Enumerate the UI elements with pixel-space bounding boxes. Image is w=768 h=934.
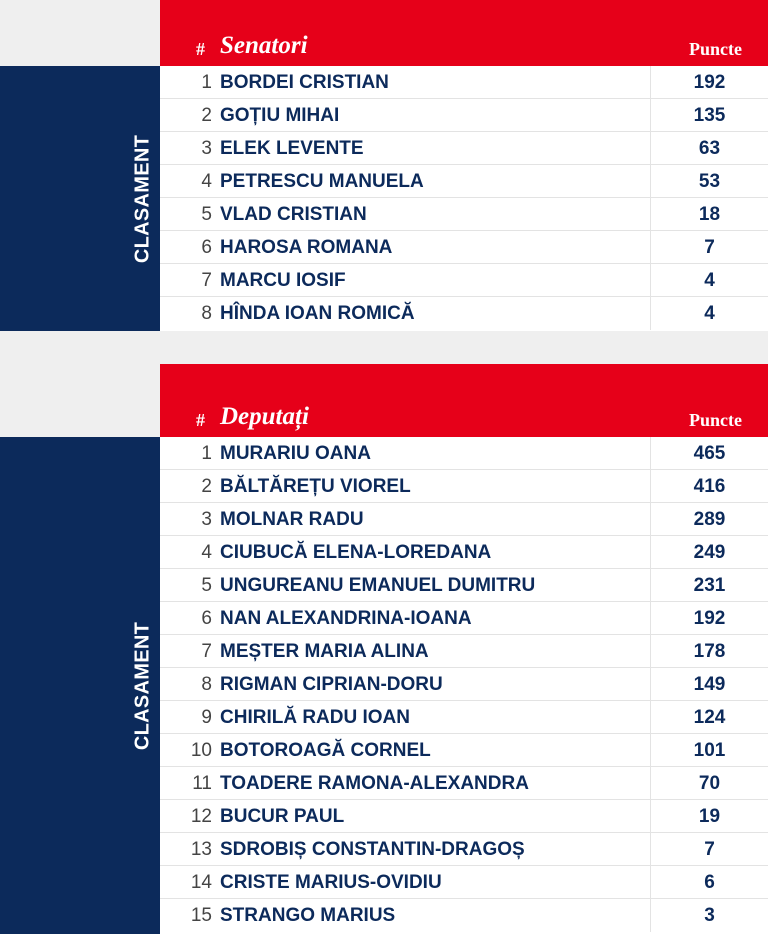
table-row — [160, 866, 768, 899]
rank-cell: 7 — [201, 270, 212, 291]
senatori-header — [160, 0, 768, 66]
rank-cell: 1 — [201, 443, 212, 464]
rank-cell: 15 — [190, 905, 212, 926]
points-cell: 19 — [698, 806, 721, 827]
points-cell: 4 — [704, 270, 715, 291]
rank-cell: 8 — [201, 303, 212, 324]
deputati-header — [160, 364, 768, 437]
clasament-label: CLASAMENT — [131, 134, 154, 263]
table-row — [160, 264, 768, 297]
rank-cell: 11 — [192, 773, 212, 794]
candidate-name: VLAD CRISTIAN — [220, 204, 367, 225]
candidate-name: CIUBUCĂ ELENA-LOREDANA — [220, 542, 492, 563]
rank-cell: 6 — [201, 608, 212, 629]
senatori-table — [0, 0, 768, 331]
clasament-sidebar — [0, 437, 160, 934]
table-row — [160, 569, 768, 602]
points-cell: 149 — [693, 674, 726, 695]
points-cell: 6 — [704, 872, 715, 893]
points-cell: 249 — [693, 542, 726, 563]
table-row — [160, 66, 768, 99]
rank-cell: 3 — [201, 509, 212, 530]
rank-cell: 14 — [190, 872, 212, 893]
table-row — [160, 701, 768, 734]
rank-cell: 5 — [201, 575, 212, 596]
candidate-name: GOȚIU MIHAI — [220, 105, 340, 126]
points-cell: 231 — [693, 575, 726, 596]
points-cell: 7 — [704, 839, 715, 860]
points-cell: 124 — [693, 707, 726, 728]
candidate-name: CHIRILĂ RADU IOAN — [220, 707, 410, 728]
rank-cell: 9 — [201, 707, 212, 728]
rank-cell: 10 — [190, 740, 212, 761]
deputati-table — [0, 364, 768, 934]
table-row — [160, 668, 768, 701]
table-row — [160, 800, 768, 833]
rank-column-header: # — [196, 410, 205, 430]
table-row — [160, 734, 768, 767]
points-cell: 53 — [698, 171, 721, 192]
candidate-name: CRISTE MARIUS-OVIDIU — [220, 872, 442, 893]
points-cell: 416 — [693, 476, 726, 497]
candidate-name: RIGMAN CIPRIAN-DORU — [220, 674, 443, 695]
points-cell: 18 — [698, 204, 721, 225]
rank-cell: 7 — [201, 641, 212, 662]
candidate-name: HÎNDA IOAN ROMICĂ — [220, 303, 415, 324]
candidate-name: BOTOROAGĂ CORNEL — [220, 740, 431, 761]
candidate-name: SDROBIȘ CONSTANTIN-DRAGOȘ — [220, 839, 525, 860]
points-cell: 63 — [698, 138, 721, 159]
table-row — [160, 470, 768, 503]
table-row — [160, 132, 768, 165]
points-cell: 192 — [693, 72, 726, 93]
points-cell: 7 — [704, 237, 715, 258]
rank-cell: 13 — [190, 839, 212, 860]
rank-cell: 4 — [201, 171, 212, 192]
candidate-name: UNGUREANU EMANUEL DUMITRU — [220, 575, 536, 596]
table-row — [160, 767, 768, 800]
points-column-header: Puncte — [689, 410, 742, 430]
points-cell: 289 — [693, 509, 726, 530]
rank-cell: 2 — [201, 476, 212, 497]
candidate-name: MARCU IOSIF — [220, 270, 346, 291]
rank-cell: 2 — [201, 105, 212, 126]
table-row — [160, 297, 768, 330]
candidate-name: BORDEI CRISTIAN — [220, 72, 389, 93]
table-row — [160, 833, 768, 866]
candidate-name: BĂLTĂREȚU VIOREL — [220, 476, 411, 497]
rank-column-header: # — [196, 39, 205, 59]
points-cell: 4 — [704, 303, 715, 324]
rank-cell: 3 — [201, 138, 212, 159]
candidate-name: NAN ALEXANDRINA-IOANA — [220, 608, 472, 629]
rank-cell: 4 — [201, 542, 212, 563]
table-row — [160, 503, 768, 536]
table-row — [160, 165, 768, 198]
points-cell: 3 — [704, 905, 715, 926]
senatori-title: Senatori — [220, 32, 308, 59]
rank-cell: 12 — [190, 806, 212, 827]
clasament-sidebar — [0, 66, 160, 331]
candidate-name: ELEK LEVENTE — [220, 138, 364, 159]
rank-cell: 1 — [201, 72, 212, 93]
candidate-name: MEȘTER MARIA ALINA — [220, 641, 429, 662]
table-row — [160, 635, 768, 668]
candidate-name: HAROSA ROMANA — [220, 237, 393, 258]
candidate-name: PETRESCU MANUELA — [220, 171, 424, 192]
candidate-name: MOLNAR RADU — [220, 509, 364, 530]
candidate-name: TOADERE RAMONA-ALEXANDRA — [220, 773, 529, 794]
deputati-title: Deputați — [220, 403, 309, 430]
senatori-rows — [160, 66, 768, 331]
table-row — [160, 899, 768, 932]
candidate-name: MURARIU OANA — [220, 443, 371, 464]
candidate-name: BUCUR PAUL — [220, 806, 345, 827]
points-cell: 135 — [693, 105, 726, 126]
points-cell: 70 — [698, 773, 721, 794]
points-cell: 178 — [693, 641, 726, 662]
points-cell: 101 — [693, 740, 726, 761]
candidate-name: STRANGO MARIUS — [220, 905, 396, 926]
table-row — [160, 536, 768, 569]
table-row — [160, 198, 768, 231]
points-cell: 465 — [693, 443, 726, 464]
clasament-label: CLASAMENT — [131, 621, 154, 750]
deputati-rows — [160, 437, 768, 934]
table-row — [160, 99, 768, 132]
rank-cell: 5 — [201, 204, 212, 225]
points-column-header: Puncte — [689, 39, 742, 59]
table-row — [160, 231, 768, 264]
rank-cell: 6 — [201, 237, 212, 258]
table-row — [160, 602, 768, 635]
table-row — [160, 437, 768, 470]
points-cell: 192 — [693, 608, 726, 629]
rank-cell: 8 — [201, 674, 212, 695]
